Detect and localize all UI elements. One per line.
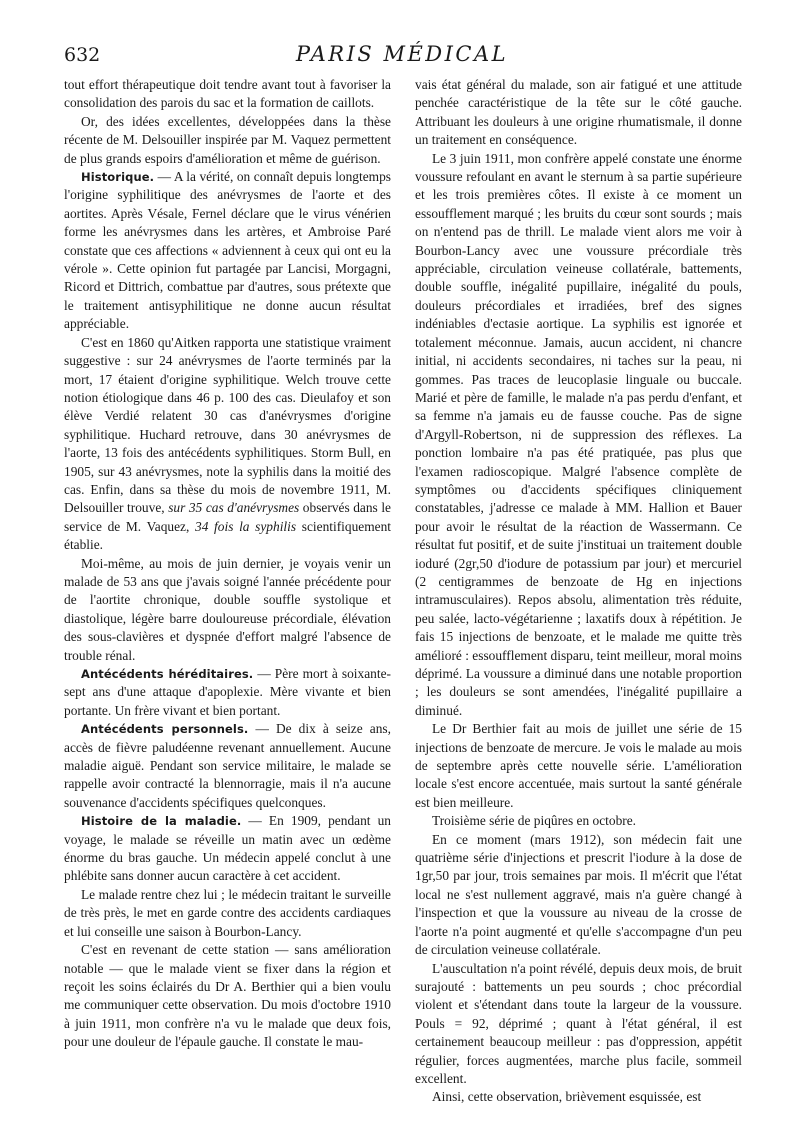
paragraph [64,113,391,168]
section-heading: Histoire de la maladie. [81,814,242,829]
emphasis-text: sur 35 cas d'anévrysmes [168,500,300,516]
section-heading: Antécédents héréditaires. [81,667,254,681]
paragraph-text: — De dix à seize ans, accès de fièvre paludéenne revenant annuellement. Aucune maladie aiguë. Pendant son service militaire, le malade se rappelle avoir contracté la blennorragie, mais il n'a aucune souvenance d'accidents spécifiques quelconques. [64,721,391,810]
page-number: 632 [64,44,101,66]
paragraph-text: C'est en 1860 qu'Aitken rapporta une statistique vraiment suggestive : sur 24 anévrysmes de l'aorte terminés par la mort, 17 étaient d'origine syphilitique. Welch trouve cette notion étiologique dans 46 p. 100 des cas. Dieulafoy et son élève Verdié relatent 30 cas d'anévrysmes d'origine syphilitique. Huchard retrouve, dans 30 anévrysmes de l'aorte, 13 fois des antécédents syphilitiques. Storm Bull, en 1905, sur 43 anévrysmes, note la syphilis dans la moitié des cas. Enfin, dans sa thèse du mois de novembre 1911, M. Delsouiller trouve, [64,334,391,516]
left-column [64,76,391,1126]
section-heading: Antécédents personnels. [81,722,249,737]
paragraph [415,76,742,150]
paragraph [64,555,391,665]
paragraph-text: — Père mort à soixante-sept ans d'une attaque d'apoplexie. Mère vivante et bien portante. Un frère vivant et bien portant. [64,666,391,718]
paragraph-text: En ce moment (mars 1912), son médecin fait une quatrième série d'injections et prescrit l'iodure à la dose de 1gr,50 par jour, trois semaines par mois. Il m'écrit que l'état local ne s'est nullement aggravé, mais n'a guère changé à l'inspection et que la voussure au niveau de la crosse de l'aorte n'a point augmenté et qu'elle s'accompagne d'un peu de circulation veineuse collatérale. [415,831,742,958]
running-title: PARIS MÉDICAL [295,42,509,66]
paragraph-text: vais état général du malade, son air fatigué et une attitude penchée caractéristique de la tête sur le côté gauche. Attribuant les douleurs à une origine rhumatismale, il donne un traitement en conséquence. [415,77,742,148]
paragraph-text: — A la vérité, on connaît depuis longtemps l'origine syphilitique des anévrysmes de l'aorte et des aortites. Après Vésale, Fernel déclare que le virus vénérien forme les anévrysmes dans les artères, et Ambroise Paré constate que ces affections « adviennent à ceux qui ont eu la vérole ». Cette opinion fut partagée par Lancisi, Morgagni, Ricord et Dittrich, combattue par d'autres, sous prétexte que le traitement antisyphilitique ne donne aucun résultat appréciable. [64,169,391,332]
paragraph-text: Moi-même, au mois de juin dernier, je voyais venir un malade de 53 ans que j'avais soigné l'année précédente pour de l'aortite chronique, double souffle systolique et diastolique, légère barre douloureuse précordiale, élévation des sous-clavières et dyspnée d'effort malgré l'absence de trouble rénal. [64,555,391,663]
paragraph-text: scientifiquement établie. [64,518,391,553]
paragraph-text: Ainsi, cette observation, brièvement esquissée, est [432,1089,702,1105]
paragraph [64,886,391,941]
section-heading: Historique. [81,170,155,185]
paragraph [64,334,391,555]
paragraph-text: Troisième série de piqûres en octobre. [432,813,637,829]
paragraph [415,720,742,812]
paragraph [64,812,391,886]
paragraph [64,941,391,1051]
text-columns [64,76,742,1126]
page-header [64,42,740,72]
paragraph [64,665,391,720]
emphasis-text: 34 fois la syphilis [195,518,297,534]
paragraph [64,168,391,334]
paragraph [64,76,391,113]
paragraph [415,1088,742,1106]
paragraph [415,150,742,721]
paragraph [415,831,742,960]
paragraph-text: Le 3 juin 1911, mon confrère appelé constate une énorme voussure refoulant en avant le sternum à sa partie supérieure et les trois premières côtes. Il existe à ce moment un essoufflement marqué ; les bruits du cœur sont sourds ; mais on n'entend pas de thrill. Le malade vient alors me voir à Bourbon-Lancy avec une voussure précordiale très appréciable, circulation veineuse collatérale, battements, double souffle, inégalité pupillaire, inégalité du pouls, douleurs précordiales et irradiées, bref des signes indéniables d'ectasie aortique. La syphilis est ignorée et totalement méconnue. Jamais, aucun accident, ni chancre initial, ni accidents secondaires, ni taches sur la peau, ni gommes. Pas traces de leucoplasie linguale ou buccale. Marié et père de famille, le malade n'a pas perdu d'enfant, et sa femme n'a jamais eu de fausse couche. Pas de signe d'Argyll-Robertson, ni de suppression des réflexes. La ponction lombaire n'a pas été pratiquée, pas plus que l'examen radioscopique. Malgré l'absence complète de symptômes ou d'accidents spécifiques cliniquement constatables, j'adresse ce malade à MM. Hallion et Bauer pour avoir le résultat de la réaction de Wassermann. Ce résultat fut positif, et de suite j'instituai un traitement double ioduré (2gr,50 d'iodure de potassium par jour) et mercuriel (2 centigrammes de benzoate de Hg en injections intramusculaires). Repos absolu, alimentation très réduite, peu salée, lacto-végétarienne ; laxatifs doux à répétition. Je fais 15 injections de benzoate, et le malade me quitte très amélioré : essoufflement disparu, teint meilleur, moral moins déprimé. La voussure a diminué dans une notable proportion ; les douleurs se sont amendées, l'inégalité pupillaire a diminué. [415,150,742,718]
paragraph [415,960,742,1089]
paragraph-text: observés dans le service de M. Vaquez, [64,500,391,534]
paragraph-text: Le Dr Berthier fait au mois de juillet une série de 15 injections de benzoate de mercure. Je vois le malade au mois de septembre après cette nouvelle série. L'amélioration locale s'est encore accentuée, mais surtout la santé générale est bien meilleure. [415,721,742,810]
paragraph [415,812,742,830]
paragraph-text: Or, des idées excellentes, développées dans la thèse récente de M. Delsouiller inspirée par M. Vaquez permettent de plus grands espoirs d'amélioration et même de guérison. [64,113,391,166]
right-column [415,76,742,1126]
paragraph-text: tout effort thérapeutique doit tendre avant tout à favoriser la consolidation des parois du sac et la formation de caillots. [64,77,391,111]
paragraph-text: L'auscultation n'a point révélé, depuis deux mois, de bruit surajouté : battements un peu sourds ; choc précordial violent et s'étendant dans toute la largeur de la voussure. Pouls = 92, déprimé ; quant à l'état général, il est certainement beaucoup meilleur : pas d'oppression, appétit régulier, forces augmentées, marche plus facile, sommeil excellent. [415,960,742,1086]
paragraph-text: Le malade rentre chez lui ; le médecin traitant le surveille de très près, le met en garde contre des accidents cardiaques et lui conseille une saison à Bourbon-Lancy. [64,886,391,939]
paragraph-text: C'est en revenant de cette station — sans amélioration notable — que le malade vient se fixer dans la région et reçoit les soins éclairés du Dr A. Berthier qui a bien voulu me communiquer cette observation. Du mois d'octobre 1910 à juin 1911, mon confrère n'a vu le malade que deux fois, pour une douleur de l'épaule gauche. Il constate le mau- [64,942,391,1050]
paragraph [64,720,391,812]
paragraph-text: — En 1909, pendant un voyage, le malade se réveille un matin avec un œdème énorme du bras gauche. Un médecin appelé conclut à une phlébite sans donner aucun caractère à cet accident. [64,813,391,884]
